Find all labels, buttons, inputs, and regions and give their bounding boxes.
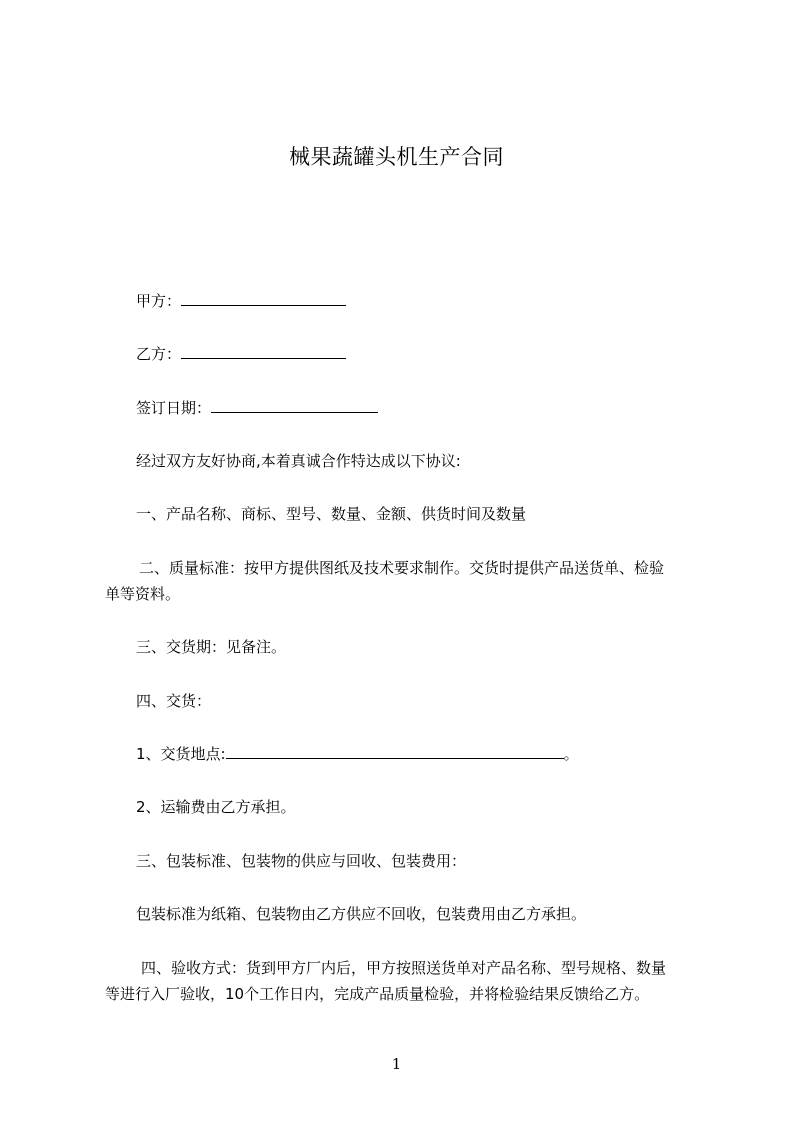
section-4: 四、交货： [136,692,212,710]
sign-date-label: 签订日期： [136,399,212,417]
party-a-line [105,288,736,314]
party-b-line [105,341,736,367]
section-packaging: 三、包装标准、包装物的供应与回收、包装费用： [136,852,467,870]
party-a-label: 甲方： [136,292,182,310]
section-3: 三、交货期：见备注。 [136,638,287,656]
party-b-label: 乙方： [136,345,182,363]
page-number: 1 [391,1055,402,1073]
sign-date-blank [211,397,378,413]
item-2: 2、运输费由乙方承担。 [136,798,296,816]
section-2-line-1: 二、质量标准：按甲方提供图纸及技术要求制作。交货时提供产品送货单、检验 [139,559,665,577]
section-1: 一、产品名称、商标、型号、数量、金额、供货时间及数量 [136,505,527,523]
delivery-location-label: 1、交货地点: [136,745,226,763]
section-2-line-2: 单等资料。 [105,585,181,603]
delivery-location-end: 。 [563,745,579,763]
delivery-location-blank [226,743,564,759]
sign-date-line [105,395,736,421]
delivery-location-line [105,741,736,767]
packaging-paragraph: 包装标准为纸箱、包装物由乙方供应不回收，包装费用由乙方承担。 [136,905,587,923]
intro-paragraph: 经过双方友好协商,本着真诚合作特达成以下协议: [136,452,461,470]
document-title: 械果蔬罐头机生产合同 [289,145,504,169]
party-a-blank [181,290,346,306]
party-b-blank [181,343,346,359]
acceptance-line-1: 四、验收方式：货到甲方厂内后，甲方按照送货单对产品名称、型号规格、数量 [141,959,667,977]
acceptance-line-2: 等进行入厂验收，10个工作日内，完成产品质量检验，并将检验结果反馈给乙方。 [105,985,650,1003]
